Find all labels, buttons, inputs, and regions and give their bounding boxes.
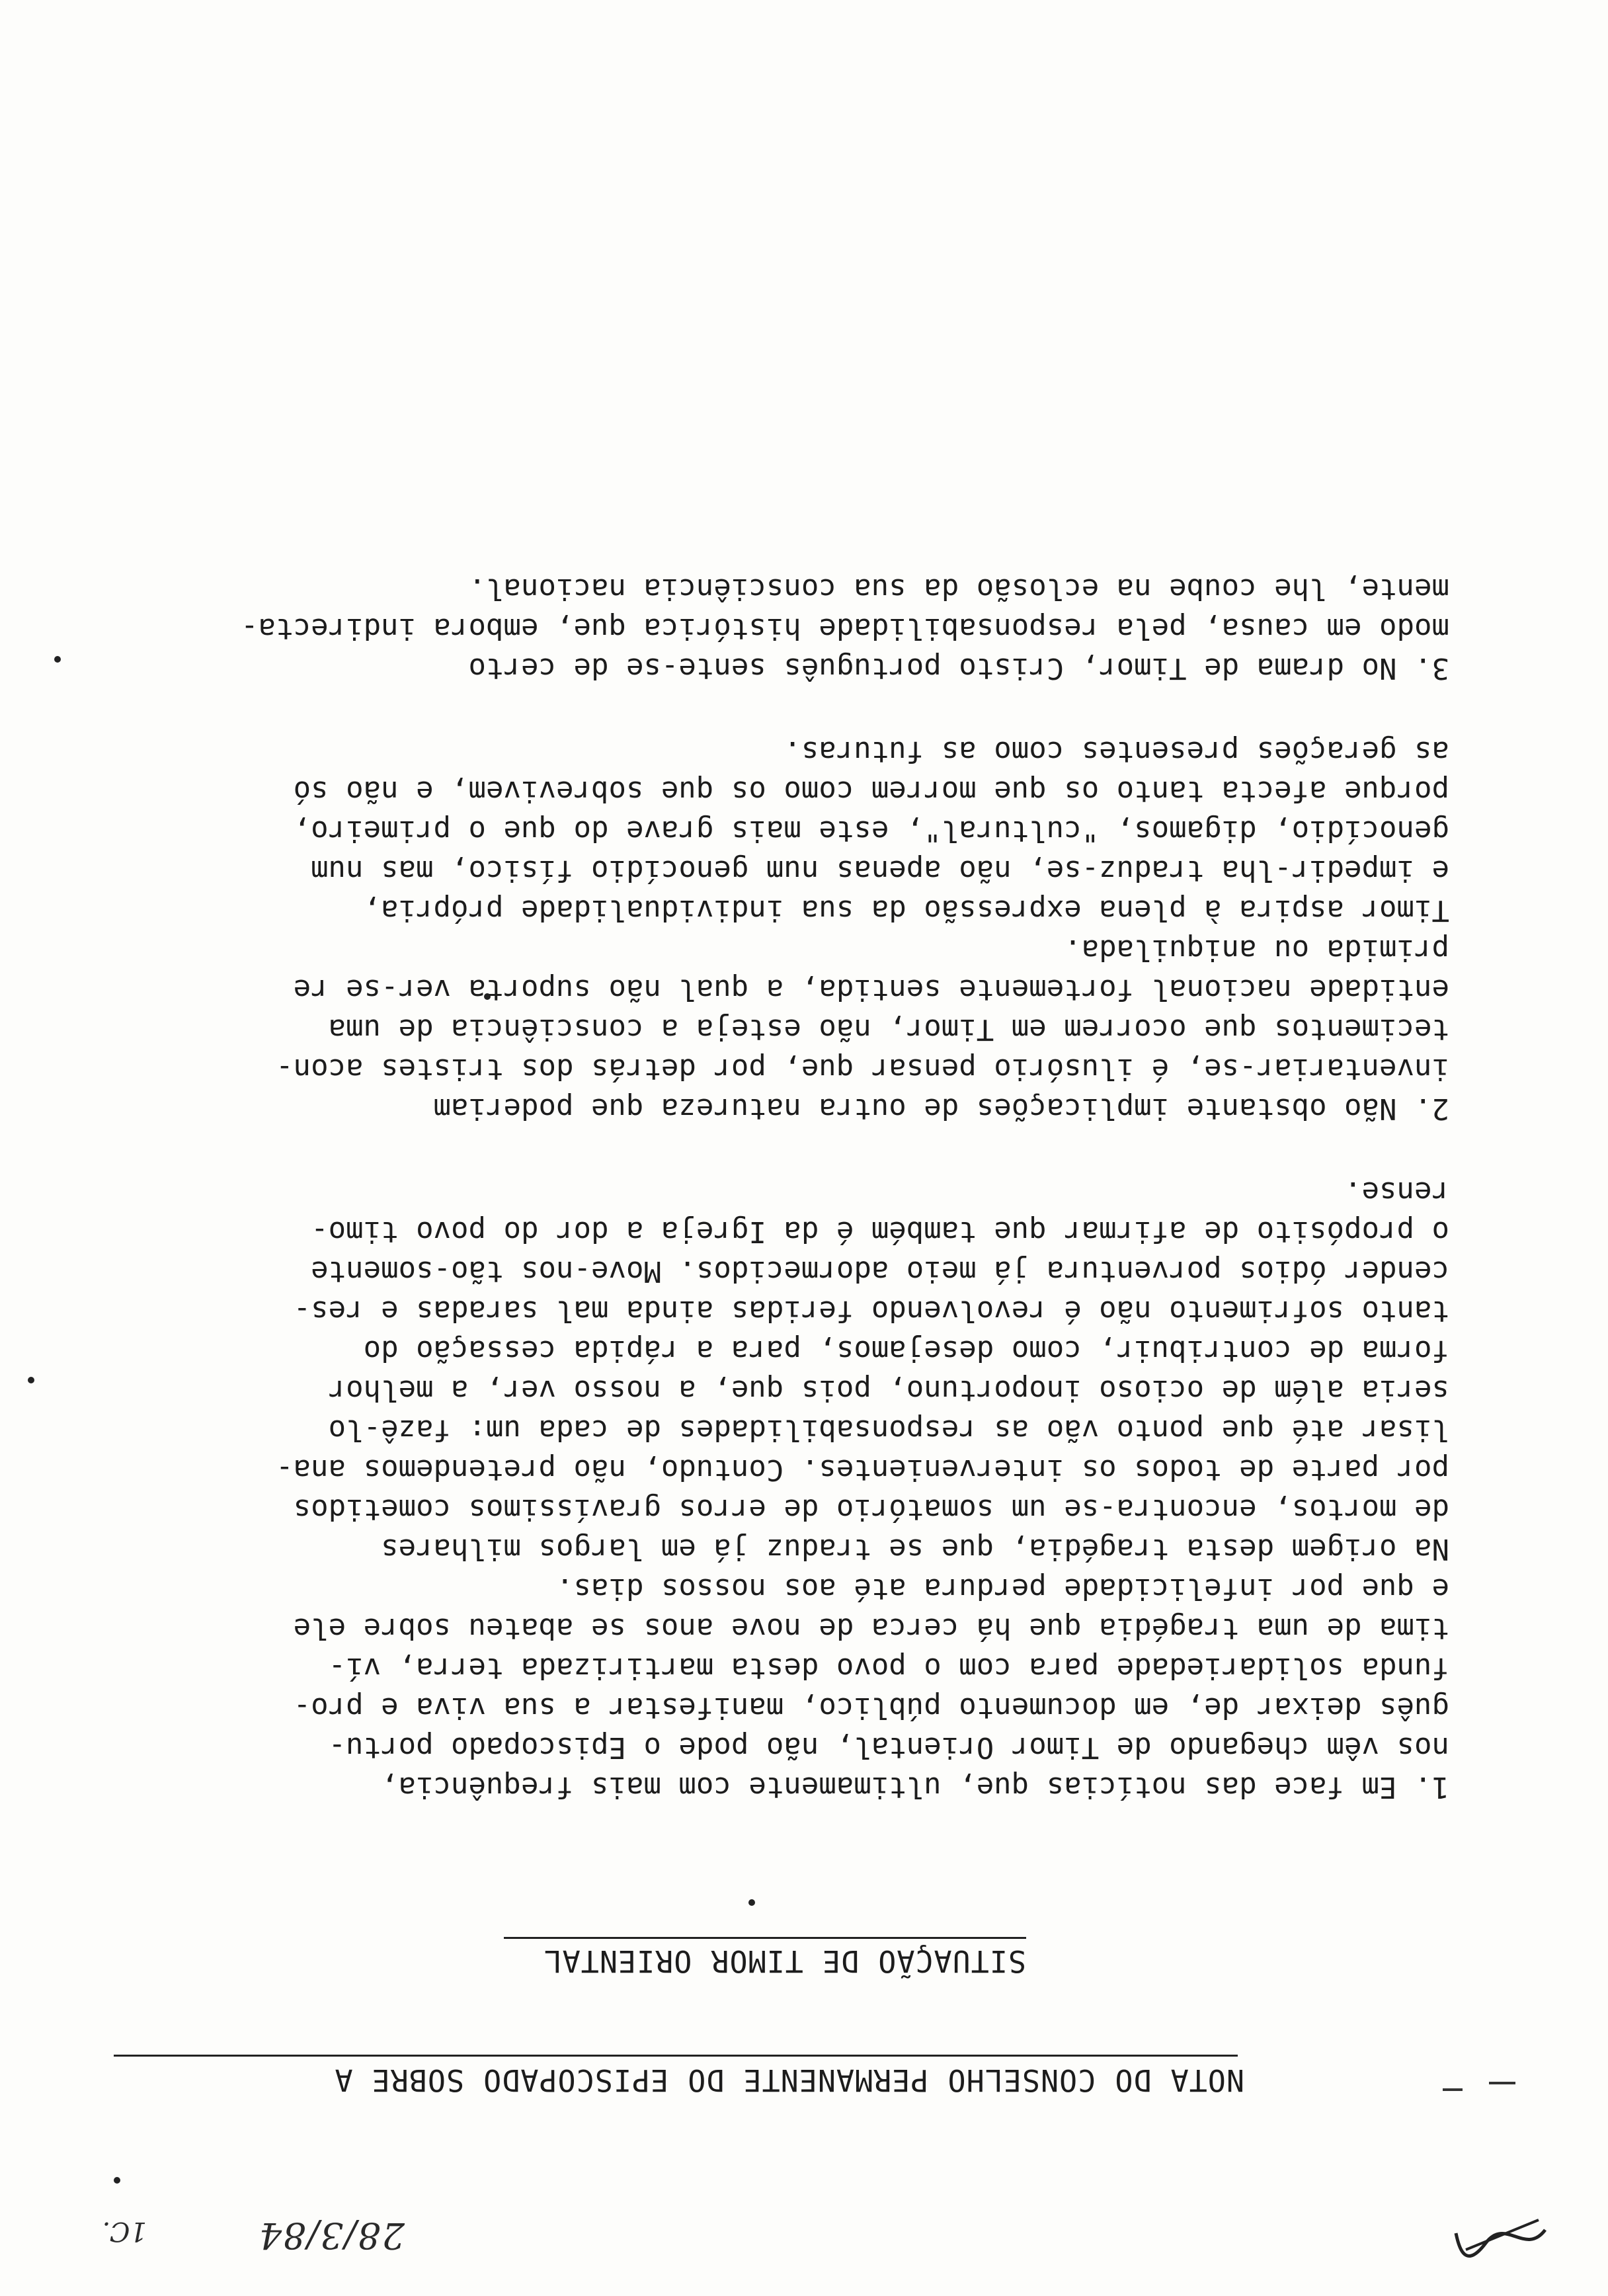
document-heading: NOTA DO CONSELHO PERMANENTE DO EPISCOPADO SOBRE A	[334, 2063, 1244, 2098]
text-line: e impedir-lha traduz-se, não apenas num genocídio físico, mas num	[311, 854, 1449, 887]
text-line: inventariar-se, é ilusório pensar que, por detrás dos tristes acon-	[276, 1052, 1449, 1086]
text-line: Na origem desta tragédia, que se traduz já em largos milhares	[381, 1532, 1449, 1566]
signature-scribble	[1453, 2210, 1552, 2270]
scan-speck	[54, 656, 61, 663]
text-line: entidade nacional fortemente sentida, a qual não suporta ver-se re	[293, 973, 1449, 1006]
text-line: cender ódios porventura já meio adormecidos. Move-nos tão-somente	[311, 1254, 1449, 1288]
handwritten-date: 28/3/84	[257, 2215, 405, 2256]
text-line: genocídio, digamos, "cultural", este mais grave do que o primeiro,	[293, 814, 1449, 848]
text-line: rense.	[1344, 1175, 1449, 1209]
scan-mark	[1489, 2082, 1515, 2084]
paragraph-1	[87, 1569, 1449, 1807]
text-line: nos vêm chegando de Timor Oriental, não pode o Episcopado portu-	[328, 1731, 1449, 1764]
scan-speck	[28, 1377, 34, 1383]
text-line: tanto sofrimento não é revolvendo feridas ainda mal saradas e res-	[293, 1294, 1449, 1328]
heading-underline	[114, 2055, 1238, 2057]
text-line: primida ou aniquilada.	[1064, 933, 1449, 967]
paragraph-4	[87, 731, 1449, 930]
text-line: guês deixar de, em documento público, manifestar a sua viva e pro-	[293, 1691, 1449, 1725]
scan-speck	[114, 2177, 120, 2184]
text-line: tecimentos que ocorrem em Timor, não esteja a consciência de uma	[328, 1012, 1449, 1046]
text-line: 3. No drama de Timor, Cristo português sente-se de certo	[468, 651, 1449, 685]
paragraph-2	[87, 1172, 1449, 1569]
text-line: seria além de ocioso inoportuno, pois que, a nosso ver, a melhor	[328, 1374, 1449, 1407]
text-line: tima de uma tragédia que há cerca de nove anos se abateu sobre ele	[293, 1612, 1449, 1645]
scan-speck	[748, 1899, 755, 1906]
document-subheading: SITUAÇÃO DE TIMOR ORIENTAL	[543, 1944, 1026, 1979]
paragraph-3	[87, 930, 1449, 1128]
scan-mark	[1443, 2088, 1463, 2091]
text-line: as gerações presentes como as futuras.	[784, 735, 1449, 768]
paragraph-5	[87, 569, 1449, 688]
text-line: o propósito de afirmar que também é da Igreja a dor do povo timo-	[311, 1215, 1449, 1249]
text-line: 1. Em face das notícias que, ultimamente com mais frequência,	[381, 1770, 1449, 1804]
text-line: Timor aspira à plena expressão da sua individualidade própria,	[363, 893, 1449, 927]
text-line: modo em causa, pela responsabilidade histórica que, embora indirecta-	[241, 612, 1449, 645]
text-line: mente, lhe coube na eclosão da sua consciência nacional.	[468, 572, 1449, 606]
folio-number: 1C.	[102, 2216, 147, 2246]
text-line: forma de contribuir, como desejamos, para a rápida cessação do	[363, 1334, 1449, 1368]
text-line: e que por infelicidade perdura até aos nossos dias.	[555, 1572, 1449, 1606]
text-line: 2. Não obstante implicações de outra natureza que poderiam	[433, 1092, 1449, 1126]
text-line: porque afecta tanto os que morrem como os que sobrevivem, e não só	[293, 774, 1449, 808]
text-line: de mortos, encontra-se um somatório de erros gravíssimos cometidos	[293, 1493, 1449, 1526]
document-body	[87, 569, 1449, 1807]
text-line: lisar até que ponto vão as responsabilidades de cada um: fazê-lo	[328, 1413, 1449, 1447]
text-line: funda solidariedade para com o povo desta martirizada terra, ví-	[328, 1651, 1449, 1685]
text-line: por parte de todos os intervenientes. Contudo, não pretendemos ana-	[276, 1453, 1449, 1487]
subheading-underline	[504, 1937, 1026, 1939]
